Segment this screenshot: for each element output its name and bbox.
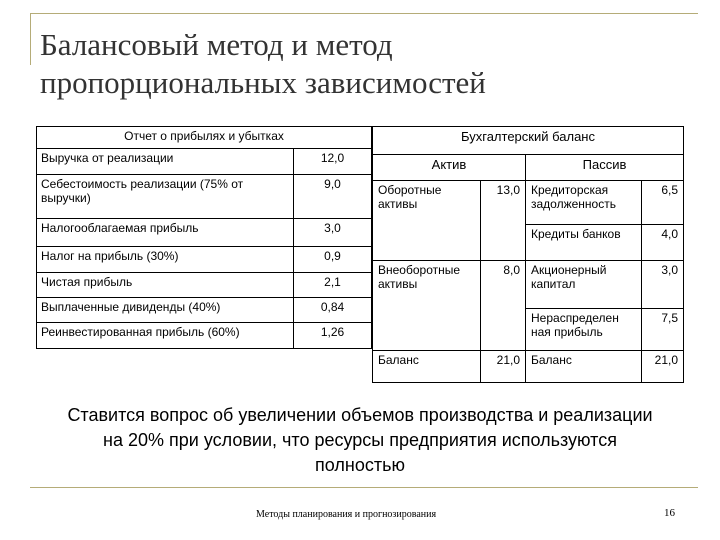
passiv-item-label: Акционерный капитал <box>526 261 642 309</box>
passiv-total-label: Баланс <box>526 351 642 383</box>
balance-sheet-header: Бухгалтерский баланс <box>373 127 684 155</box>
aktiv-item-label: Оборотные активы <box>373 181 481 261</box>
profit-row-value: 3,0 <box>294 219 372 247</box>
profit-row-label: Реинвестированная прибыль (60%) <box>37 323 294 349</box>
profit-row-value: 9,0 <box>294 175 372 219</box>
aktiv-header: Актив <box>373 155 526 181</box>
slide-title <box>40 26 486 102</box>
slide-frame-top <box>30 13 698 14</box>
profit-report-header: Отчет о прибылях и убытках <box>37 127 372 149</box>
slide-title-line2: пропорциональных зависимостей <box>40 65 486 100</box>
passiv-item-label: Кредиты банков <box>526 225 642 261</box>
passiv-item-value: 6,5 <box>642 181 684 225</box>
page-number: 16 <box>664 507 675 519</box>
profit-row-value: 1,26 <box>294 323 372 349</box>
aktiv-item-value: 8,0 <box>481 261 526 351</box>
profit-row-label: Чистая прибыль <box>37 273 294 298</box>
passiv-item-value: 4,0 <box>642 225 684 261</box>
passiv-item-value: 3,0 <box>642 261 684 309</box>
passiv-item-value: 7,5 <box>642 309 684 351</box>
aktiv-item-value: 13,0 <box>481 181 526 261</box>
slide-frame-left <box>30 13 31 65</box>
question-text: Ставится вопрос об увеличении объемов производства и реализации на 20% при условии, что ресурсы предприятия используются полностью <box>67 405 653 475</box>
passiv-total-value: 21,0 <box>642 351 684 383</box>
profit-row-value: 12,0 <box>294 149 372 175</box>
aktiv-item-label: Внеоборотные активы <box>373 261 481 351</box>
slide-frame-bottom <box>30 487 698 488</box>
balance-sheet-table <box>372 126 684 383</box>
footer-text: Методы планирования и прогнозирования <box>256 509 437 520</box>
profit-row-value: 0,9 <box>294 247 372 273</box>
passiv-item-label: Кредиторская задолженность <box>526 181 642 225</box>
passiv-item-label: Нераспределен ная прибыль <box>526 309 642 351</box>
profit-row-label: Налогооблагаемая прибыль <box>37 219 294 247</box>
profit-row-label: Выплаченные дивиденды (40%) <box>37 298 294 323</box>
aktiv-total-value: 21,0 <box>481 351 526 383</box>
slide-title-line1: Балансовый метод и метод <box>40 27 393 62</box>
profit-row-label: Выручка от реализации <box>37 149 294 175</box>
aktiv-total-label: Баланс <box>373 351 481 383</box>
profit-row-value: 0,84 <box>294 298 372 323</box>
profit-row-label: Налог на прибыль (30%) <box>37 247 294 273</box>
passiv-header: Пассив <box>526 155 684 181</box>
profit-row-label: Себестоимость реализации (75% от выручки) <box>37 175 294 219</box>
profit-row-value: 2,1 <box>294 273 372 298</box>
profit-report-table <box>36 126 372 349</box>
